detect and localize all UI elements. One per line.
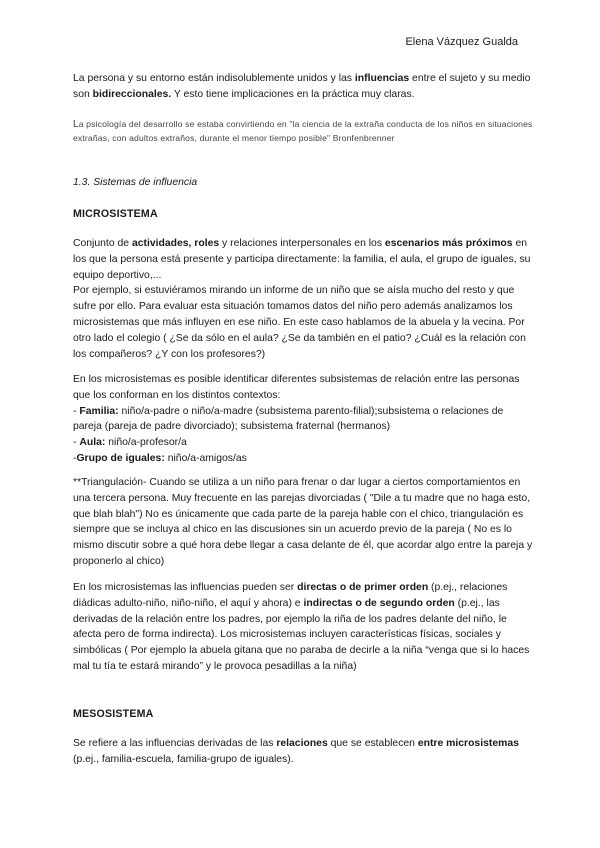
mesosistema-heading: MESOSISTEMA: [73, 708, 154, 720]
list-label: Familia:: [79, 405, 119, 417]
intro-text: La persona y su entorno están indisolublemente unidos y las: [73, 73, 355, 84]
quote-initial: L: [73, 119, 79, 130]
bronfenbrenner-quote: [73, 118, 543, 145]
list-item-grupo: -Grupo de iguales: niño/a-amigos/as: [73, 452, 247, 464]
bold-term: actividades, roles: [131, 238, 220, 249]
subsystems-paragraph: [73, 372, 533, 467]
intro-bold: influencias: [354, 73, 410, 84]
intro-bold: bidireccionales.: [92, 88, 172, 100]
influences-paragraph: En los microsistemas las influencias pueden ser directas o de primer orden (p.ej., relaciones diádicas adulto-niño, niño-niño, el aquí y ahora) e indirectas o de segundo orden (p.ej., las derivadas de la relación entre los padres, por ejemplo la riña de los padres delante del niño, le afecta pero de forma indirecta). Los microsistemas incluyen características físicas, sociales y simbólicas ( Por ejemplo la abuela gitana que no paraba de decirle a la niña “venga que si lo haces mal tu tía te estará mirando” y le provoca pesadillas a la niña): [73, 582, 530, 672]
paragraph-text: y relaciones interpersonales en los: [219, 238, 385, 249]
list-label: Aula:: [79, 437, 106, 449]
bold-term: directas o de primer orden: [297, 582, 429, 593]
subsystems-intro: En los microsistemas es posible identificar diferentes subsistemas de relación entre las personas que los conforman en los distintos contextos:: [73, 374, 520, 401]
list-item-aula: - Aula: niño/a-profesor/a: [73, 437, 187, 449]
bold-term: relaciones: [276, 738, 328, 749]
section-title: 1.3. Sistemas de influencia: [73, 177, 198, 188]
intro-paragraph: [73, 71, 533, 103]
bold-term: indirectas o de segundo orden: [303, 597, 455, 609]
example-paragraph: Por ejemplo, si estuviéramos mirando un informe de un niño que se aísla mucho del resto y que sufre por ello. Para evaluar esta situación tomamos datos del niño pero además analizamos los microsistemas que más influyen en ese niño. En este caso hablamos de la abuela y la vecina. Por otro lado el colegio ( ¿Se da sólo en el aula? ¿Se da también en el patio? ¿Cuál es la relación con los compañeros? ¿Y con los profesores?): [73, 285, 526, 360]
quote-text: a psicología del desarrollo se estaba convirtiendo en "la ciencia de la extraña conducta de los niños en situaciones extrañas, con adultos extraños, durante el menor tiempo posible" Bronfenbrenner: [73, 119, 533, 143]
intro-text: Y esto tiene implicaciones en la práctica muy claras.: [171, 88, 415, 100]
bold-term: escenarios más próximos: [384, 238, 513, 249]
paragraph-text: en los que la persona está presente y participa directamente: la familia, el aula, el grupo de iguales, su equipo deportivo,...: [73, 238, 531, 281]
triangulation-paragraph: **Triangulación- Cuando se utiliza a un niño para frenar o dar lugar a ciertos comportamientos en una tercera persona. Muy frecuente en las parejas divorciadas ( "Dile a tu madre que no haga esto, que blah blah") No es únicamente que cada parte de la pareja hable con el chico, triangulación es siempre que se incluya al chico en las discusiones sin un acuerdo previo de la pareja ( No es lo mismo discutir sobre a qué hora debe llegar a casa delante de él, que acordar algo entre la pareja y proponerlo al chico): [73, 477, 533, 567]
list-label: Grupo de iguales:: [76, 452, 165, 464]
meso-definition-paragraph: Se refiere a las influencias derivadas de las relaciones que se establecen entre microsistemas (p.ej., familia-escuela, familia-grupo de iguales).: [73, 738, 519, 765]
author-header: Elena Vázquez Gualda: [405, 36, 518, 48]
microsistema-heading: MICROSISTEMA: [73, 208, 158, 220]
list-item-familia: - Familia: niño/a-padre o niño/a-madre (subsistema parento-filial);subsistema o relaciones de pareja (pareja de padre divorciado); subsistema fraternal (hermanos): [73, 405, 504, 433]
micro-definition-paragraph: [73, 236, 533, 362]
bold-term: entre microsistemas: [417, 738, 519, 749]
intro-text: entre el sujeto y su medio son: [73, 73, 531, 100]
paragraph-text: Conjunto de: [73, 238, 132, 249]
